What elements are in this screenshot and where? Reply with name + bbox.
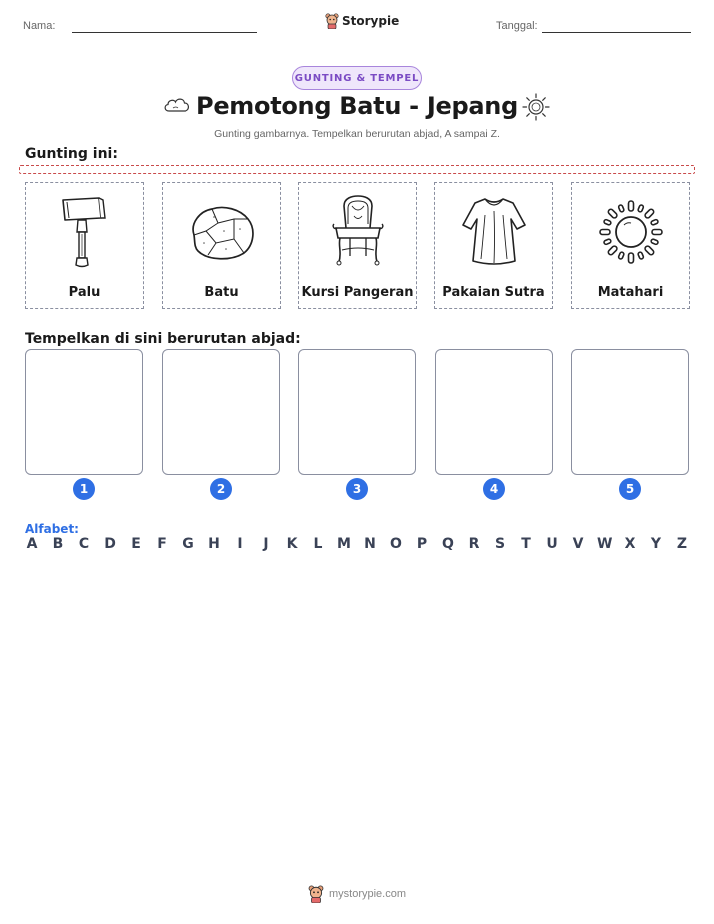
name-line[interactable]: [72, 32, 257, 33]
paste-slot-2[interactable]: [162, 349, 280, 475]
paste-heading: Tempelkan di sini berurutan abjad:: [25, 331, 301, 347]
cut-card-sun[interactable]: [571, 182, 690, 309]
alphabet-letter: M: [337, 536, 351, 552]
card-label: Batu: [204, 285, 239, 300]
sun-icon: [596, 197, 666, 267]
brand-logo: [325, 13, 399, 29]
alphabet-letter: S: [494, 536, 506, 552]
alphabet-letter: E: [131, 536, 141, 552]
date-label: Tanggal:: [496, 20, 538, 32]
alphabet-letter: B: [52, 536, 64, 552]
paste-slot-4[interactable]: [435, 349, 553, 475]
paste-slot-3[interactable]: [298, 349, 416, 475]
name-label: Nama:: [23, 20, 56, 32]
cut-card-hammer[interactable]: [25, 182, 144, 309]
card-label: Pakaian Sutra: [442, 285, 545, 300]
slot-number-2: 2: [210, 478, 232, 500]
alphabet-letter: L: [313, 536, 323, 552]
sun-doodle-icon: [521, 92, 551, 122]
alphabet-letter: W: [597, 536, 613, 552]
card-label: Palu: [68, 285, 101, 300]
alphabet-letter: A: [26, 536, 38, 552]
alphabet-letter: R: [468, 536, 480, 552]
alphabet-letter: G: [182, 536, 194, 552]
alphabet-letter: X: [624, 536, 636, 552]
date-line[interactable]: [542, 32, 691, 33]
page-title: Pemotong Batu - Jepang: [196, 92, 518, 120]
alphabet-row: [25, 536, 689, 552]
instructions: Gunting gambarnya. Tempelkan berurutan abjad, A sampai Z.: [214, 128, 500, 140]
paste-slot-1[interactable]: [25, 349, 143, 475]
alphabet-letter: J: [263, 536, 269, 552]
card-label: Matahari: [597, 285, 664, 300]
alphabet-letter: F: [157, 536, 167, 552]
alphabet-letter: K: [286, 536, 298, 552]
alphabet-letter: U: [546, 536, 558, 552]
slot-number-4: 4: [483, 478, 505, 500]
slot-number-1: 1: [73, 478, 95, 500]
slot-number-5: 5: [619, 478, 641, 500]
alphabet-letter: P: [416, 536, 428, 552]
cut-card-robe[interactable]: [434, 182, 553, 309]
alphabet-letter: N: [364, 536, 376, 552]
stone-icon: [186, 201, 258, 263]
alphabet-letter: Q: [442, 536, 454, 552]
alphabet-letter: Y: [650, 536, 662, 552]
alphabet-letter: I: [237, 536, 243, 552]
card-label: Kursi Pangeran: [301, 285, 414, 300]
alphabet-letter: D: [104, 536, 116, 552]
alphabet-letter: C: [78, 536, 90, 552]
bear-mascot-icon: [325, 13, 339, 29]
alphabet-letter: H: [208, 536, 220, 552]
cut-card-stone[interactable]: [162, 182, 281, 309]
bear-mascot-icon: [308, 885, 324, 903]
activity-badge: GUNTING & TEMPEL: [292, 66, 422, 90]
robe-icon: [461, 195, 527, 269]
cut-line: [19, 165, 695, 174]
paste-slot-5[interactable]: [571, 349, 689, 475]
footer-site[interactable]: mystorypie.com: [328, 888, 407, 900]
alphabet-letter: T: [521, 536, 531, 552]
footer: [0, 885, 714, 903]
cut-heading: Gunting ini:: [25, 146, 118, 162]
cut-card-chair[interactable]: [298, 182, 417, 309]
alphabet-letter: Z: [676, 536, 688, 552]
alphabet-letter: O: [390, 536, 402, 552]
brand-name: Storypie: [342, 14, 400, 28]
alphabet-heading: Alfabet:: [25, 522, 79, 536]
slot-number-3: 3: [346, 478, 368, 500]
alphabet-letter: V: [572, 536, 584, 552]
chair-icon: [328, 194, 388, 270]
hammer-icon: [55, 194, 115, 270]
